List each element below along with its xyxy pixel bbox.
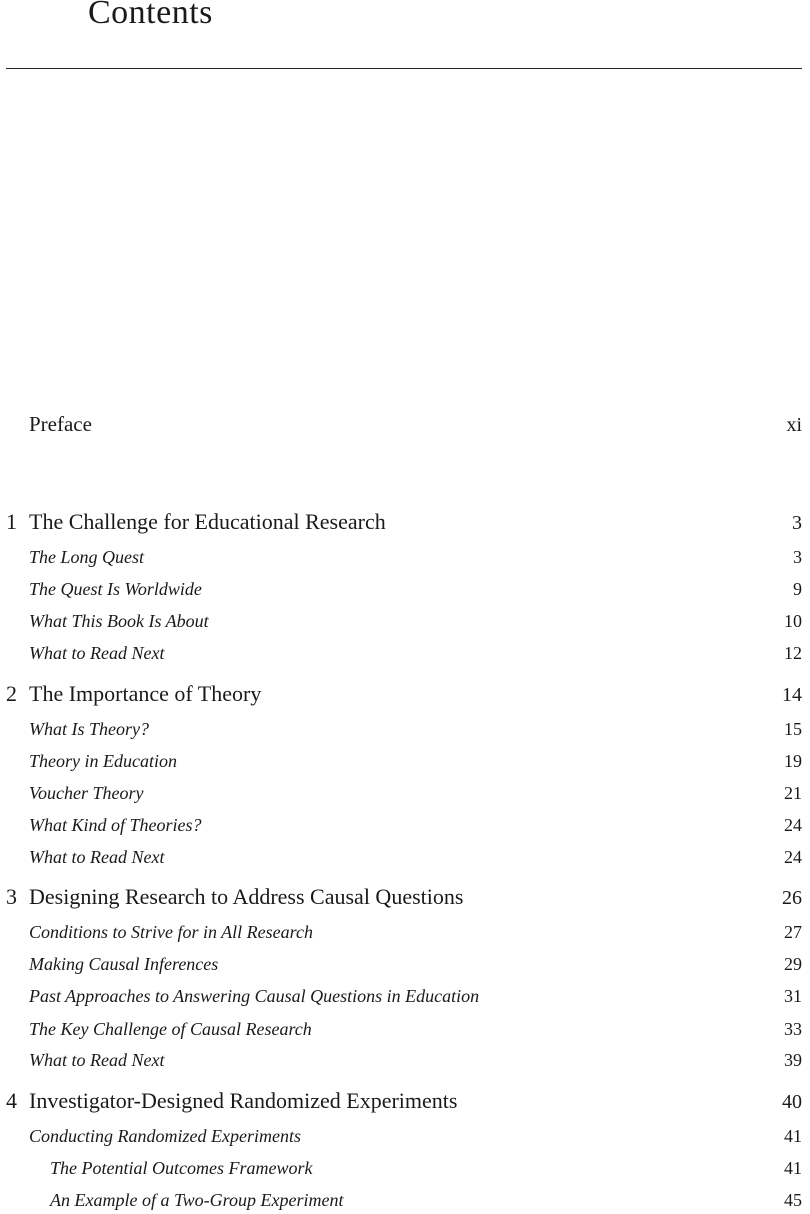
chapter-page: 3 <box>792 512 802 534</box>
section-page: 31 <box>784 986 802 1006</box>
chapter-number: 4 <box>6 1088 17 1113</box>
page-title: Contents <box>88 0 213 31</box>
toc-section[interactable] <box>0 570 802 600</box>
section-page: 39 <box>784 1050 802 1070</box>
section-title: What Is Theory? <box>29 719 149 739</box>
section-page: 29 <box>784 954 802 974</box>
subsection-page: 45 <box>784 1190 802 1210</box>
section-title: Conducting Randomized Experiments <box>29 1126 301 1146</box>
section-title: Voucher Theory <box>29 783 144 803</box>
section-title: Past Approaches to Answering Causal Questions in Education <box>29 986 480 1006</box>
title-divider <box>6 68 802 69</box>
toc-section[interactable] <box>0 806 802 836</box>
chapter-page: 26 <box>782 887 802 909</box>
toc-section[interactable] <box>0 742 802 772</box>
toc-section[interactable] <box>0 977 802 1007</box>
chapter-number: 2 <box>6 681 17 706</box>
section-title: What to Read Next <box>29 1050 165 1070</box>
toc-subsection[interactable] <box>0 1181 802 1211</box>
chapter-page: 40 <box>782 1091 802 1113</box>
toc-section[interactable] <box>0 945 802 975</box>
toc-chapter-2[interactable] <box>0 677 802 707</box>
toc-chapter-3[interactable] <box>0 880 802 910</box>
section-title: What Kind of Theories? <box>29 815 202 835</box>
chapter-page: 14 <box>782 684 802 706</box>
toc-section[interactable] <box>0 1041 802 1071</box>
section-title: The Quest Is Worldwide <box>29 579 202 599</box>
chapter-title: Designing Research to Address Causal Questions <box>29 884 464 909</box>
section-page: 27 <box>784 922 802 942</box>
section-page: 15 <box>784 719 802 739</box>
section-title: What This Book Is About <box>29 611 209 631</box>
toc-subsection[interactable] <box>0 1149 802 1179</box>
section-title: What to Read Next <box>29 643 165 663</box>
toc-entry-title: Preface <box>29 412 92 436</box>
section-page: 3 <box>793 547 802 567</box>
subsection-title: An Example of a Two-Group Experiment <box>50 1190 344 1210</box>
section-page: 33 <box>784 1019 802 1039</box>
toc-section[interactable] <box>0 538 802 568</box>
section-page: 24 <box>784 847 802 867</box>
toc-section[interactable] <box>0 710 802 740</box>
subsection-title: The Potential Outcomes Framework <box>50 1158 313 1178</box>
section-page: 21 <box>784 783 802 803</box>
toc-section[interactable] <box>0 1010 802 1040</box>
section-page: 10 <box>784 611 802 631</box>
toc-chapter-4[interactable] <box>0 1084 802 1114</box>
section-page: 24 <box>784 815 802 835</box>
section-title: The Key Challenge of Causal Research <box>29 1019 312 1039</box>
toc-chapter-1[interactable] <box>0 505 802 535</box>
toc-section[interactable] <box>0 774 802 804</box>
section-page: 41 <box>784 1126 802 1146</box>
toc-section[interactable] <box>0 1117 802 1147</box>
chapter-number: 3 <box>6 884 17 909</box>
subsection-page: 41 <box>784 1158 802 1178</box>
toc-section[interactable] <box>0 913 802 943</box>
toc-entry-page: xi <box>786 414 802 436</box>
toc-section[interactable] <box>0 634 802 664</box>
chapter-title: The Challenge for Educational Research <box>29 509 386 534</box>
toc-section[interactable] <box>0 838 802 868</box>
section-page: 9 <box>793 579 802 599</box>
section-title: Making Causal Inferences <box>29 954 219 974</box>
section-page: 12 <box>784 643 802 663</box>
chapter-title: Investigator-Designed Randomized Experiments <box>29 1088 458 1113</box>
section-title: The Long Quest <box>29 547 145 567</box>
chapter-number: 1 <box>6 509 17 534</box>
toc-entry-preface[interactable] <box>0 407 802 437</box>
section-title: Theory in Education <box>29 751 177 771</box>
section-title: Conditions to Strive for in All Research <box>29 922 313 942</box>
section-title: What to Read Next <box>29 847 165 867</box>
toc-section[interactable] <box>0 602 802 632</box>
chapter-title: The Importance of Theory <box>29 681 262 706</box>
section-page: 19 <box>784 751 802 771</box>
